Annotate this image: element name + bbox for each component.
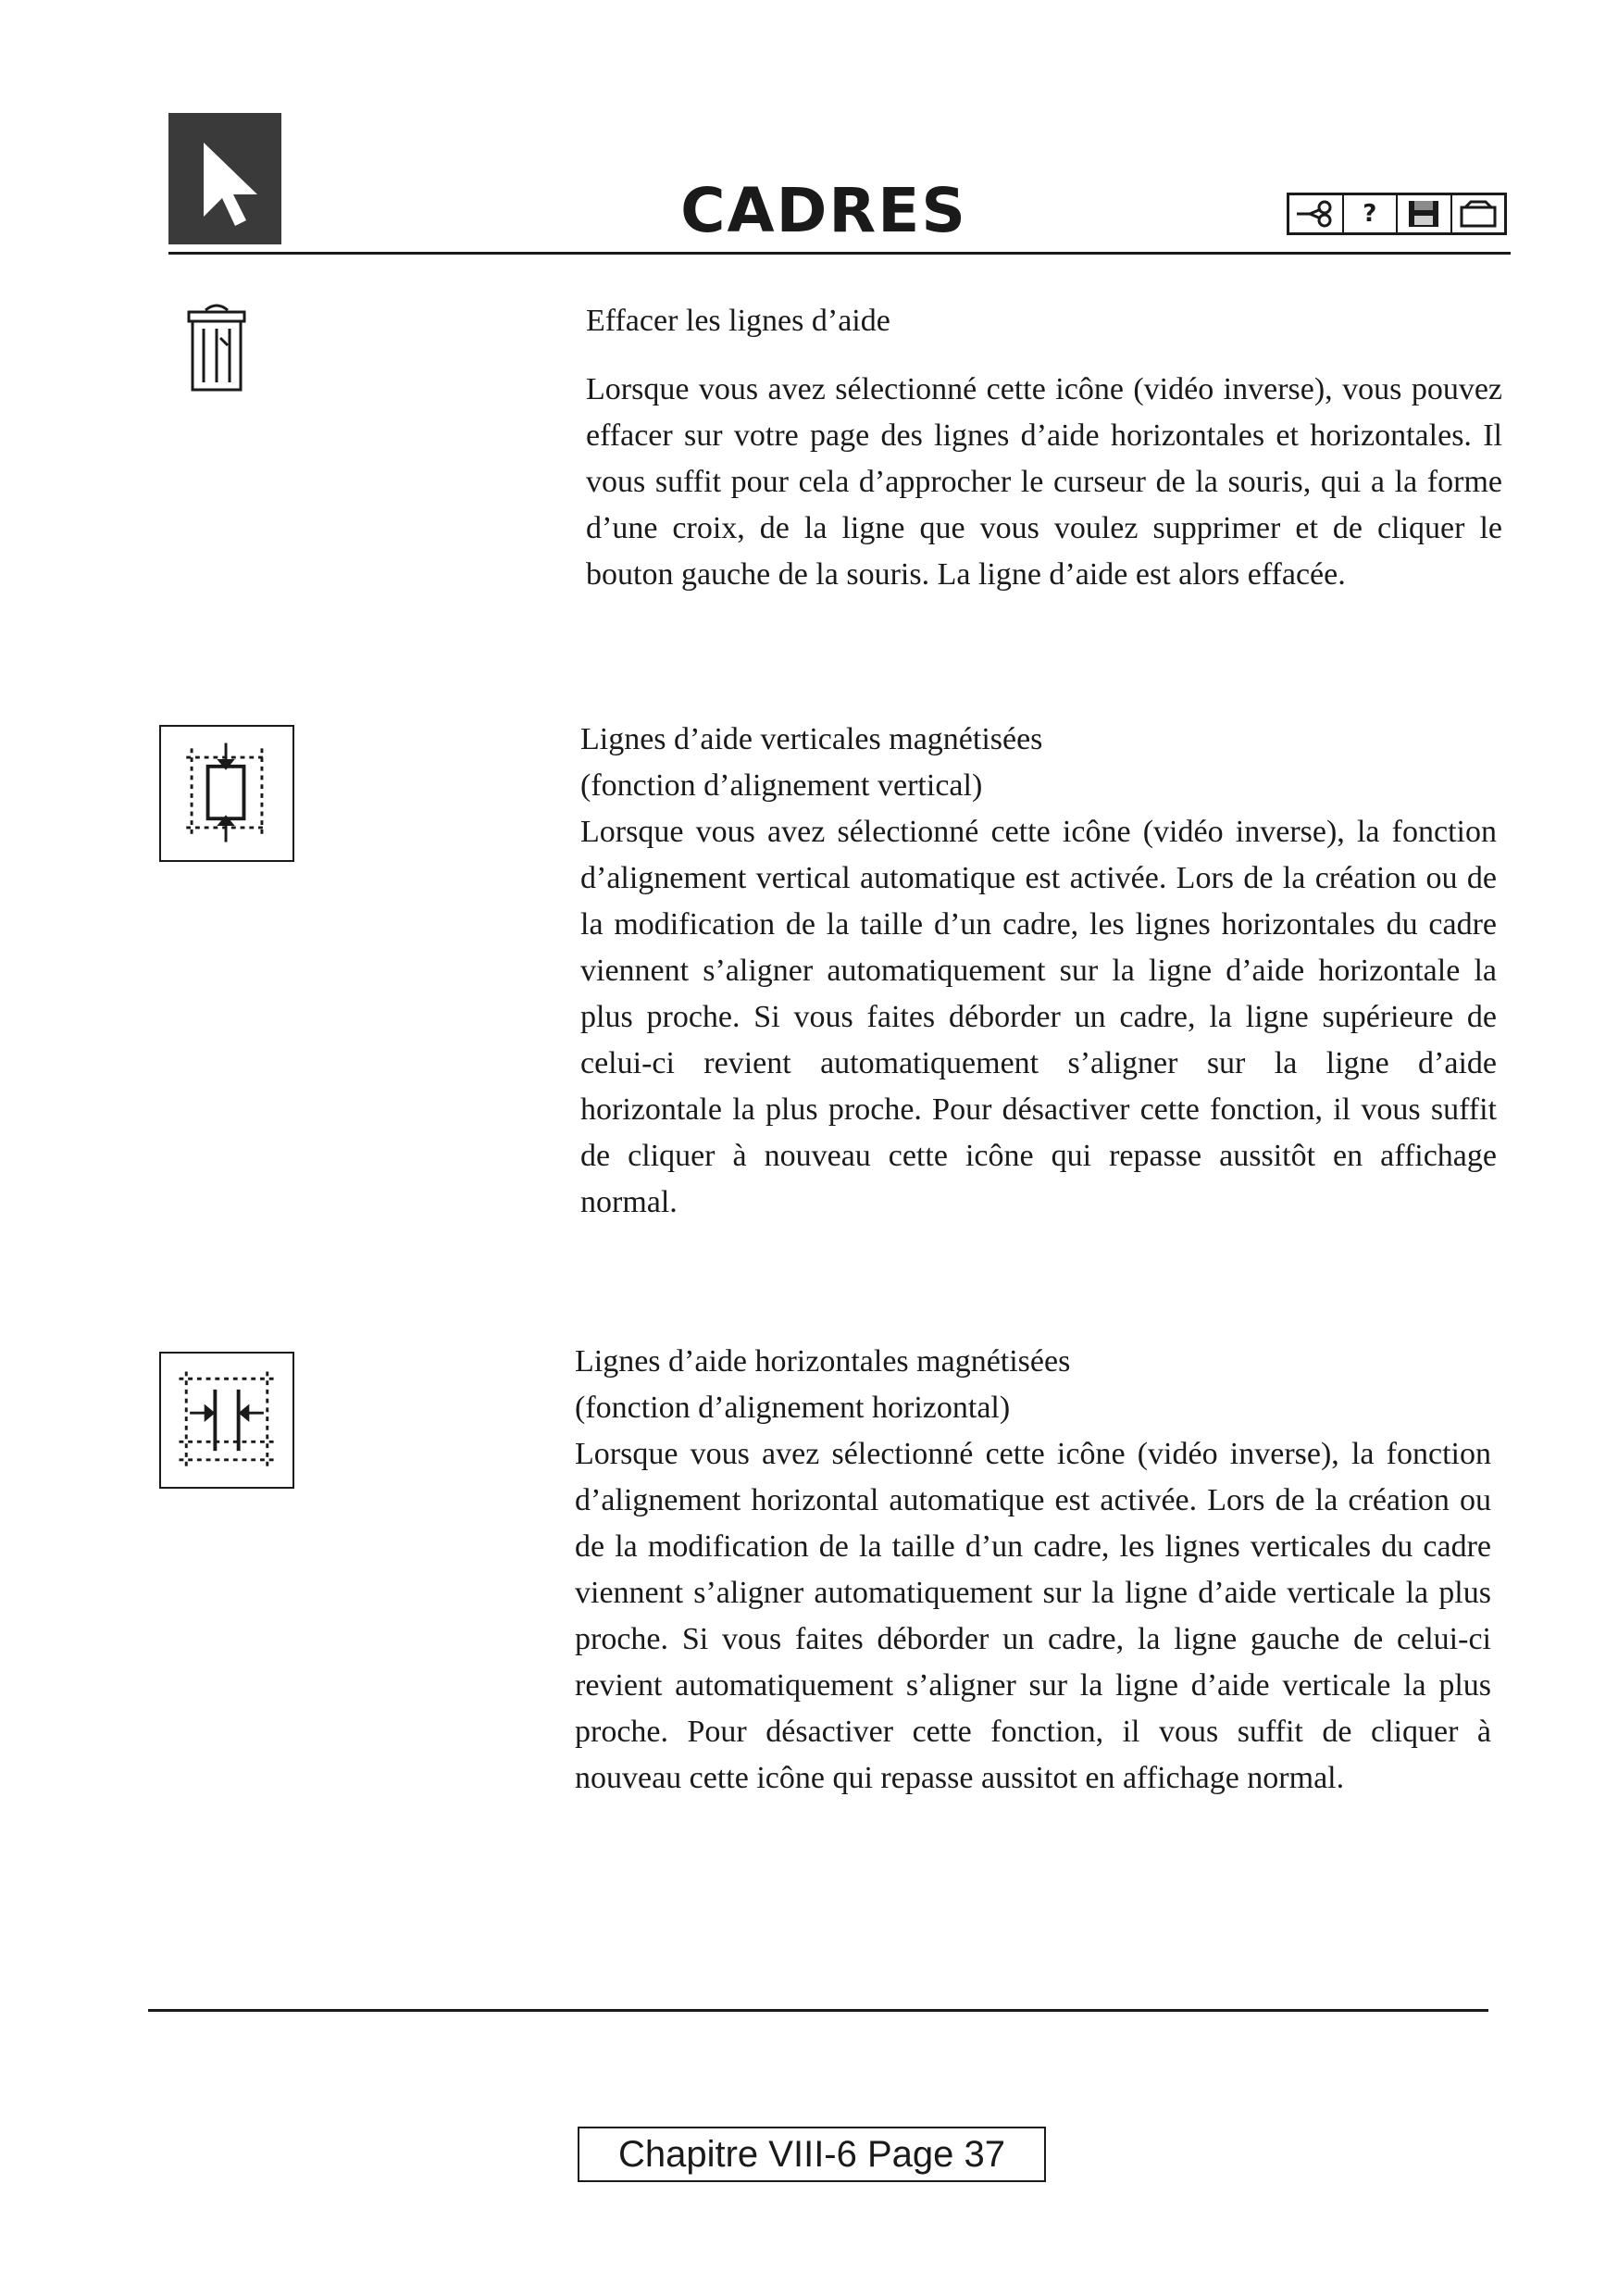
section-horizontal-guides <box>575 1339 1491 1802</box>
arrow-cursor-icon <box>168 113 281 244</box>
help-label: ? <box>1363 200 1377 228</box>
footer-rule <box>148 2009 1488 2012</box>
section-body: Lorsque vous avez sélectionné cette icône (vidéo inverse), la fonction d’alignement vertical automatique est activée. Lors de la création ou de la modification de la taille d’un cadre, les lignes horizontales du cadre viennent s’aligner automatiquement sur la ligne d’aide horizontale la plus proche. Si vous faites déborder un cadre, la ligne supérieure de celui-ci revient automatiquement s’aligner sur la ligne d’aide horizontale la plus proche. Pour désactiver cette fonction, il vous suffit de cliquer à nouveau cette icône qui repasse aussitôt en affichage normal. <box>580 815 1497 1219</box>
trash-icon[interactable] <box>183 301 250 393</box>
section-body: Lorsque vous avez sélectionné cette icône (vidéo inverse), la fonction d’alignement horizontal automatique est activée. Lors de la création ou de la modification de la taille d’un cadre, les lignes verticales du cadre viennent s’aligner automatiquement sur la ligne d’aide verticale la plus proche. Si vous faites déborder un cadre, la ligne gauche de celui-ci revient automatiquement s’aligner sur la ligne d’aide verticale la plus proche. Pour désactiver cette fonction, il vous suffit de cliquer à nouveau cette icône qui repasse aussitot en affichage normal. <box>575 1437 1491 1795</box>
folder-icon[interactable] <box>1452 195 1505 232</box>
help-icon[interactable] <box>1344 195 1399 232</box>
page-number: Chapitre VIII-6 Page 37 <box>578 2127 1046 2182</box>
vertical-magnetic-guides-icon[interactable] <box>159 725 294 862</box>
horizontal-magnetic-guides-icon[interactable] <box>159 1352 294 1489</box>
section-title: Lignes d’aide verticales magnétisées <box>580 722 1043 756</box>
section-subtitle: (fonction d’alignement vertical) <box>580 768 983 803</box>
section-subtitle: (fonction d’alignement horizontal) <box>575 1391 1011 1425</box>
section-title: Effacer les lignes d’aide <box>586 304 890 338</box>
section-erase-guides <box>586 298 1502 598</box>
section-body: Lorsque vous avez sélectionné cette icône (vidéo inverse), vous pouvez effacer sur votre page des lignes d’aide horizontales et horizontales. Il vous suffit pour cela d’approcher le curseur de la souris, qui a la forme d’une croix, de la ligne que vous voulez supprimer et de cliquer le bouton gauche de la souris. La ligne d’aide est alors effacée. <box>586 372 1502 592</box>
page-title: CADRES <box>680 175 967 246</box>
disk-icon[interactable] <box>1398 195 1452 232</box>
section-vertical-guides <box>580 717 1497 1226</box>
header-rule <box>168 252 1511 255</box>
section-title: Lignes d’aide horizontales magnétisées <box>575 1344 1071 1379</box>
scissors-icon[interactable] <box>1289 195 1344 232</box>
toolbar <box>1287 193 1507 235</box>
